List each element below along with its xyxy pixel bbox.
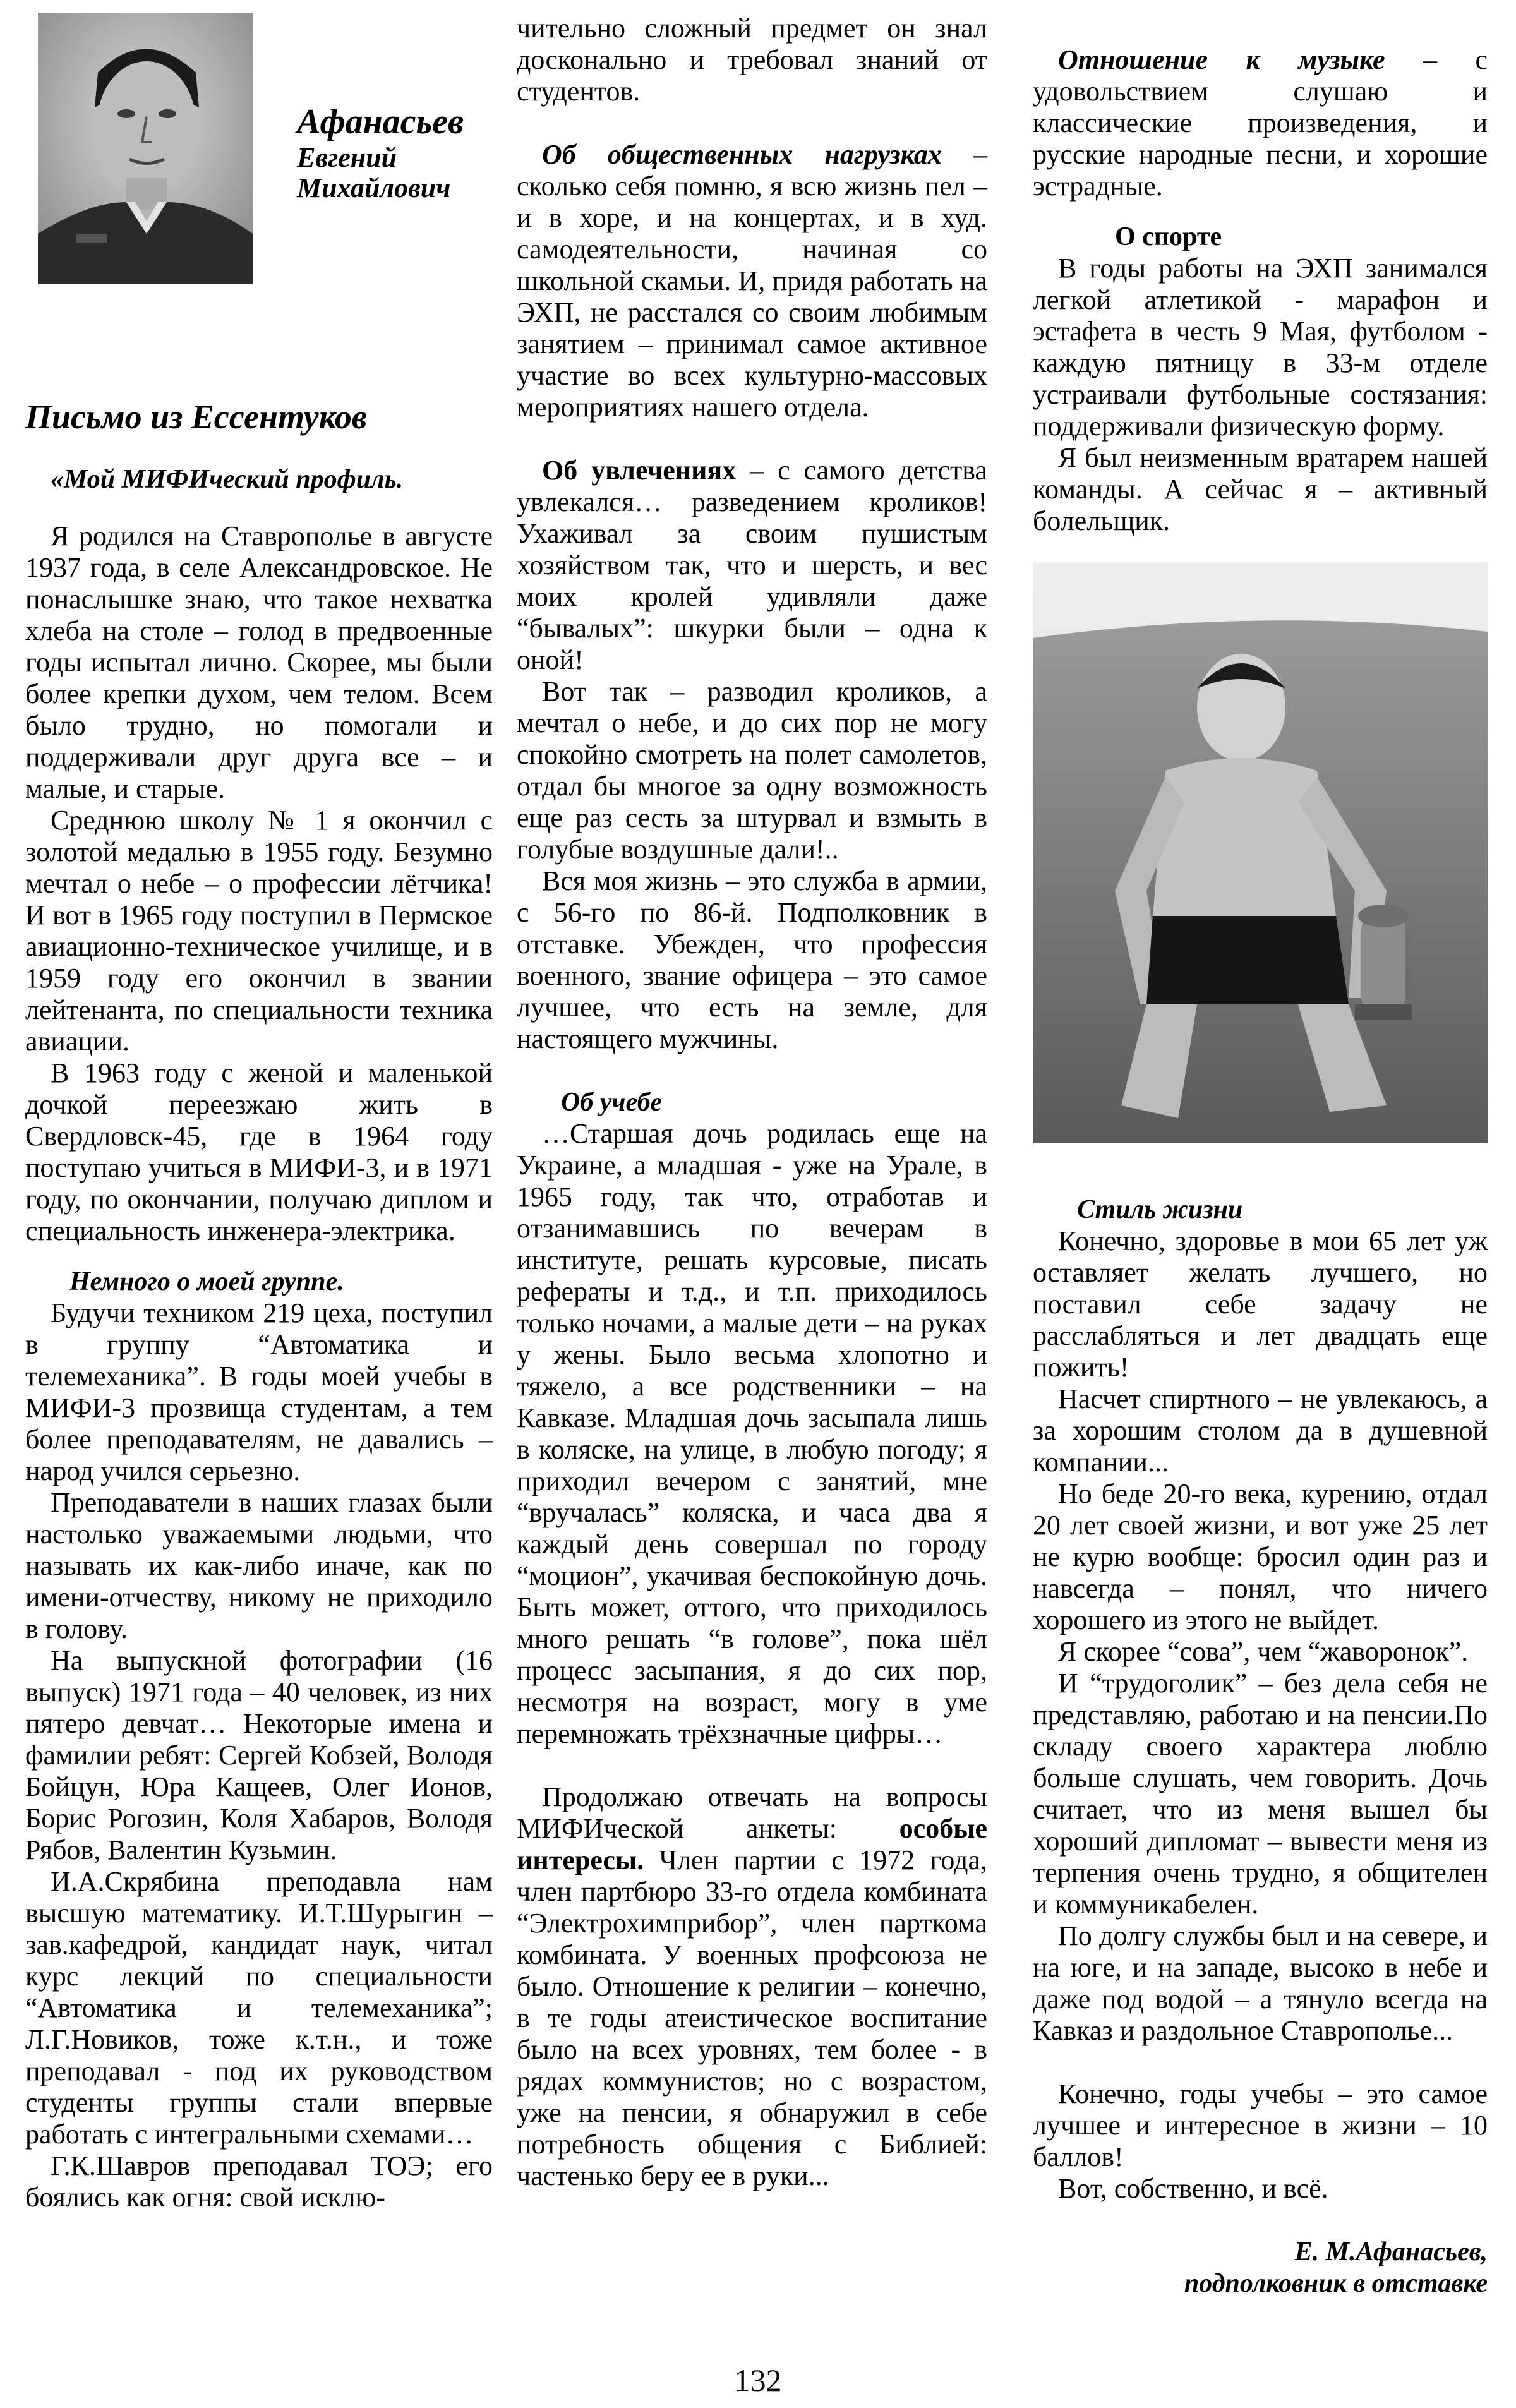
person-name xyxy=(297,101,464,203)
social-text: – сколько себя помню, я всю жизнь пел – и в хоре, и на концертах, и в худ. самодеятельности, начиная со школьной скамьи. И, придя работать на ЭХП, не расстался со своим любимым занятием – принимал самое активное участие во всех культурно-массовых мероприятиях нашего отдела. xyxy=(517,139,987,423)
column-2 xyxy=(517,13,987,2192)
col1-paragraph-1: Я родился на Ставрополье в августе 1937 года, в селе Александровское. Не понаслышке знаю, что такое нехватка хлеба на столе – голод в предвоенные годы испытал лично. Скорее, мы были более крепки духом, чем телом. Всем было трудно, но помогали и поддерживали друг друга все – и малые, и старые. xyxy=(25,521,493,804)
col3-paragraph-2: В годы работы на ЭХП занимался легкой атлетикой - марафон и эстафета в честь 9 Мая, футболом - каждую пятницу в 33-м отделе устраивали футбольные состязания: поддерживали физическую форму. xyxy=(1033,253,1488,442)
group-heading: Немного о моей группе. xyxy=(69,1267,344,1296)
col3-paragraph-10: Конечно, годы учебы – это самое лучшее и интересное в жизни – 10 баллов! xyxy=(1033,2078,1488,2172)
style-heading: Стиль жизни xyxy=(1077,1195,1243,1224)
col2-paragraph-6: …Старшая дочь родилась еще на Украине, а младшая - уже на Урале, в 1965 году, так что, отработав и отзанимавшись по вечерам в институте, решать курсовые, писать рефераты и т.д., и т.п. приходилось только ночами, а малые дети – на руках у жены. Было весьма хлопотно и тяжело, а все родственники – на Кавказе. Младшая дочь засыпала лишь в коляске, на улице, в любую погоду; я приходил вечером с занятий, мне “вручалась” коляска, и часа два я каждый день совершал по городу “моцион”, укачивая беспокойную дочь. Быть может, оттого, что приходилось много решать “в голове”, пока шёл процесс засыпания, я до сих пор, несмотря на возраст, могу в уме перемножать трёхзначные цифры… xyxy=(517,1118,987,1749)
interests-text: Член партии с 1972 года, член партбюро 33-го отдела комбината “Электрохимприбор”, член парткома комбината. У военных профсоюза не было. Отношение к религии – конечно, в те годы атеистическое воспитание было на всех уровнях, тем более - в рядах коммунистов; но с возрастом, уже на пенсии, я обнаружил в себе потребность общения с Библией: частенько беру ее в руки... xyxy=(517,1845,987,2191)
portrait-image xyxy=(38,13,253,284)
col1-paragraph-3: В 1963 году с женой и маленькой дочкой переезжаю жить в Свердловск-45, где в 1964 году поступаю учиться в МИФИ-3, и в 1971 году, по окончании, получаю диплом и специальность инженера-электрика. xyxy=(25,1057,493,1246)
interests-intro: Продолжаю отвечать на вопросы МИФИческой анкеты: xyxy=(517,1781,987,1844)
col1-paragraph-2: Среднюю школу № 1 я окончил с золотой медалью в 1955 году. Безумно мечтал о небе – о профессии лётчика! И вот в 1965 году поступил в Пермское авиационно-техническое училище, и в 1959 году его окончил в звании лейтенанта, по специальности техника авиации. xyxy=(25,805,493,1057)
signature-title: подполковник в отставке xyxy=(1184,2269,1488,2298)
column-1 xyxy=(25,13,493,2213)
music-heading: Отношение к музыке xyxy=(1058,44,1385,75)
column-3 xyxy=(1033,13,1488,2299)
social-paragraph xyxy=(517,139,987,423)
interests-label: особые интересы. xyxy=(517,1813,987,1875)
page-number: 132 xyxy=(734,2363,782,2398)
col3-paragraph-3: Я был неизменным вратарем нашей команды. А сейчас я – активный болельщик. xyxy=(1033,442,1488,536)
col2-paragraph-1: чительно сложный предмет он знал досконально и требовал знаний от студентов. xyxy=(517,13,987,107)
hobby-paragraph xyxy=(517,455,987,676)
col1-paragraph-5: Преподаватели в наших глазах были настолько уважаемыми людьми, что называть их как-либо иначе, как по имени-отчеству, никому не приходило в голову. xyxy=(25,1487,493,1644)
hobby-text: – с самого детства увлекался… разведением кроликов! Ухаживал за своим пушистым хозяйством так, что и шерсть, и вес моих кролей удивляли даже “бывалых”: шкурки были – одна к оной! xyxy=(517,455,987,675)
patronymic: Михайлович xyxy=(297,172,451,203)
col3-paragraph-5: Насчет спиртного – не увлекаюсь, а за хорошим столом да в душевной компании... xyxy=(1033,1383,1488,1478)
col3-paragraph-8: И “трудоголик” – без дела себя не представляю, работаю и на пенсии.По складу своего характера люблю больше слушать, чем говорить. Дочь считает, что из меня вышел бы хороший дипломат – вывести меня из терпения очень трудно, я общителен и коммуникабелен. xyxy=(1033,1668,1488,1920)
col1-paragraph-4: Будучи техником 219 цеха, поступил в группу “Автоматика и телемеханика”. В годы моей учебы в МИФИ-3 прозвища студентам, а тем более преподавателям, не давались – народ учился серьезно. xyxy=(25,1297,493,1486)
music-paragraph xyxy=(1033,44,1488,202)
study-heading: Об учебе xyxy=(561,1088,663,1117)
hobby-heading: Об увлечениях xyxy=(542,455,737,486)
col3-paragraph-11: Вот, собственно, и всё. xyxy=(1058,2173,1328,2204)
surname: Афанасьев xyxy=(297,102,464,141)
social-heading: Об общественных нагрузках xyxy=(542,139,942,170)
sport-heading: О спорте xyxy=(1115,222,1222,251)
music-text: – с удовольствием слушаю и классические произведения, и русские народные песни, и хорошие эстрадные. xyxy=(1033,44,1488,202)
sport-image xyxy=(1033,562,1488,1143)
col3-paragraph-7: Я скорее “сова”, чем “жаворонок”. xyxy=(1058,1636,1469,1667)
col3-paragraph-9: По долгу службы был и на севере, и на юге, и на западе, высоко в небе и даже под водой – а тянуло всегда на Кавказ и раздольное Ставрополье... xyxy=(1033,1920,1488,2046)
first-name: Евгений xyxy=(297,142,397,173)
col1-paragraph-6: На выпускной фотографии (16 выпуск) 1971 года – 40 человек, из них пятеро девчат… Некоторые имена и фамилии ребят: Сергей Кобзей, Володя Бойцун, Юра Кащеев, Олег Ионов, Борис Рогозин, Коля Хабаров, Володя Рябов, Валентин Кузьмин. xyxy=(25,1645,493,1865)
col2-paragraph-5: Вся моя жизнь – это служба в армии, с 56-го по 86-й. Подполковник в отставке. Убежден, что профессия военного, звание офицера – это самое лучшее, что есть на земле, для настоящего мужчины. xyxy=(517,865,987,1054)
interests-paragraph xyxy=(517,1781,987,2192)
col3-paragraph-6: Но беде 20-го века, курению, отдал 20 лет своей жизни, и вот уже 25 лет не курю вообще: бросил один раз и навсегда – понял, что ничего хорошего из этого не выйдет. xyxy=(1033,1478,1488,1635)
profile-title: «Мой МИФИческий профиль. xyxy=(51,465,404,494)
col1-paragraph-7: И.А.Скрябина преподавла нам высшую математику. И.Т.Шурыгин – зав.кафедрой, кандидат наук, читал курс лекций по специальности “Автоматика и телемеханика”; Л.Г.Новиков, тоже к.т.н., и тоже преподавал - под их руководством студенты группы стали впервые работать с интегральными схемами… xyxy=(25,1866,493,2150)
signature-name: Е. М.Афанасьев, xyxy=(1294,2237,1488,2267)
sport-photo xyxy=(1033,562,1488,1143)
letter-title: Письмо из Ессентуков xyxy=(25,398,368,436)
col3-paragraph-4: Конечно, здоровье в мои 65 лет уж оставляет желать лучшего, но поставил себе задачу не расслабляться и лет двадцать еще пожить! xyxy=(1033,1225,1488,1383)
col2-paragraph-4: Вот так – разводил кроликов, а мечтал о небе, и до сих пор не могу спокойно смотреть на полет самолетов, отдал бы многое за одну возможность еще раз сесть за штурвал и взмыть в голубые воздушные дали!.. xyxy=(517,676,987,865)
portrait-photo xyxy=(38,13,464,284)
col1-paragraph-8: Г.К.Шавров преподавал ТОЭ; его боялись как огня: свой исклю- xyxy=(25,2150,493,2213)
